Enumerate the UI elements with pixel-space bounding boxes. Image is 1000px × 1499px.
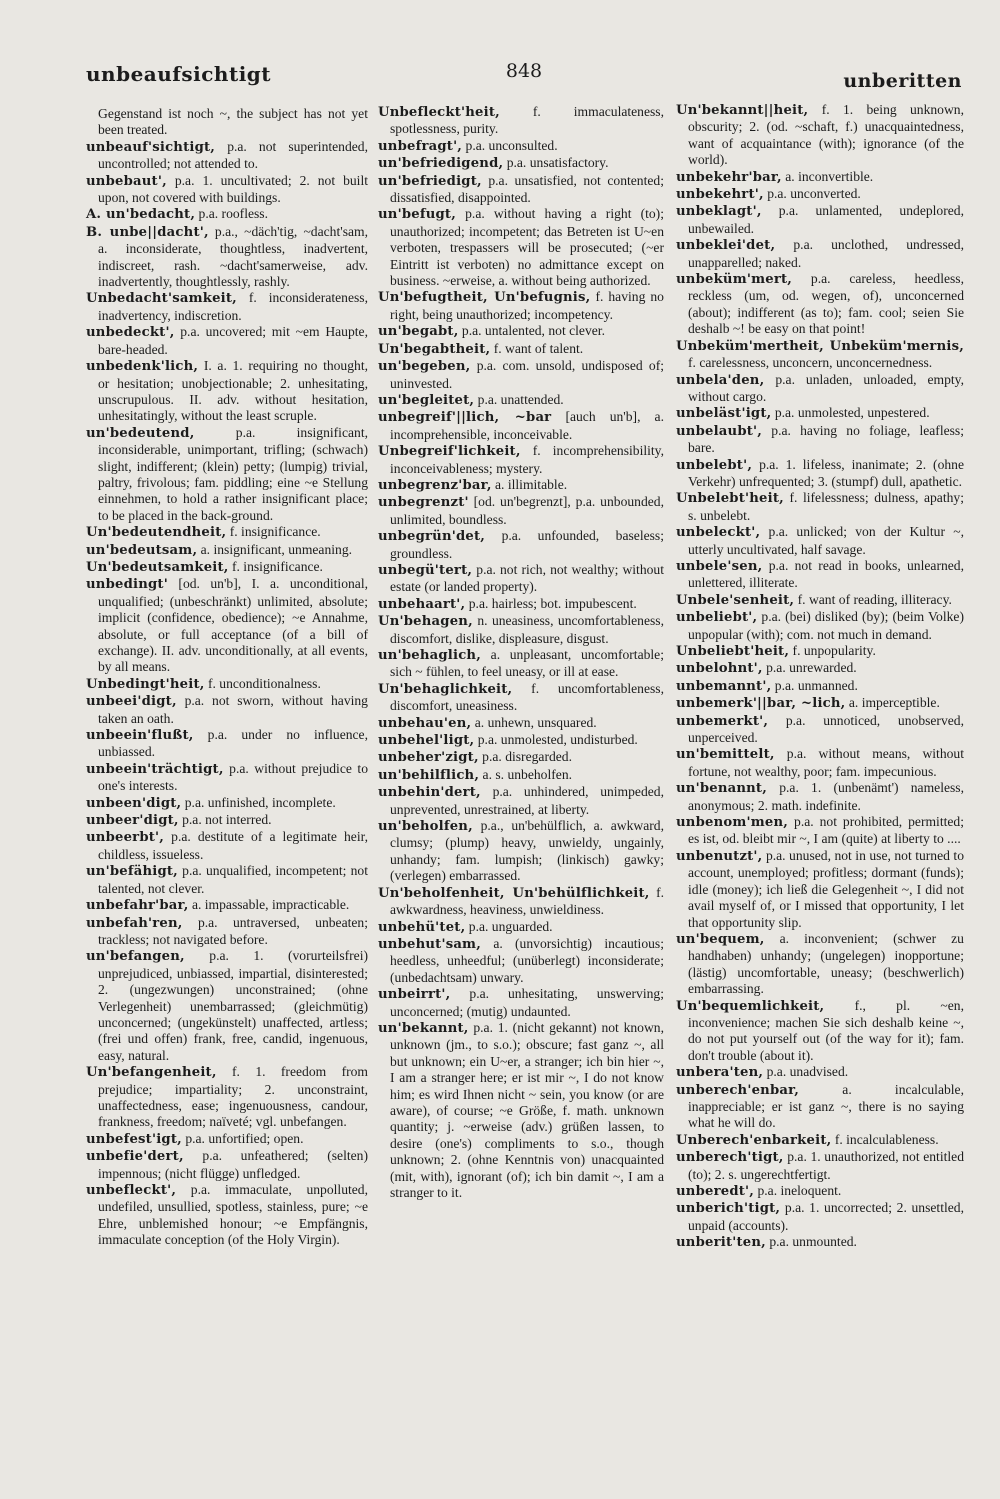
entry-definition: p.a. unnoticed, unobserved, unperceived. [688, 712, 964, 746]
entry-headword: un'befangen, [86, 949, 185, 965]
dictionary-entry [86, 224, 368, 291]
dictionary-entry [676, 780, 964, 814]
entry-definition: p.a. not interred. [182, 812, 272, 828]
dictionary-entry [378, 138, 664, 155]
entry-definition: a. insignificant, unmeaning. [200, 541, 353, 557]
dictionary-entry [378, 986, 664, 1020]
entry-headword: unbefie'dert, [86, 1149, 184, 1165]
entry-definition: p.a. ineloquent. [757, 1183, 842, 1198]
entry-headword: A. un'bedacht, [86, 207, 196, 223]
entry-headword: Un'behagen, [378, 614, 473, 630]
page-number: 848 [505, 60, 543, 82]
entry-headword: Unbegreif'lichkeit, [378, 444, 521, 460]
dictionary-entry [378, 289, 664, 323]
entry-definition: a. impassable, impracticable. [191, 897, 350, 913]
dictionary-entry [676, 338, 964, 372]
dictionary-entry [676, 237, 964, 271]
entry-definition: f. inconsiderateness, inadvertency, indiscretion. [98, 290, 368, 323]
entry-headword: unbefleckt', [86, 1183, 177, 1198]
entry-definition: p.a. insignificant, inconsiderable, unimportant, trifling; (schwach) slight, indifferent; (klein) petty; (lumpig) trivial, paltry, frivolous; fam. piddling; eine ~e Stellung einnehmen, to hold a rather insignificant place; to be placed in the back-ground. [98, 424, 368, 523]
dictionary-entry [378, 443, 664, 477]
entry-headword: unbele'sen, [676, 558, 763, 574]
entry-headword: un'bedeutsam, [86, 542, 198, 558]
dictionary-entry [86, 761, 368, 795]
entry-headword: Unbedingt'heit, [86, 676, 205, 692]
entry-headword: un'befugt, [378, 207, 456, 223]
dictionary-entry [378, 647, 664, 681]
entry-headword: unbefah'ren, [86, 915, 183, 931]
entry-headword: unbehin'dert, [378, 785, 481, 801]
dictionary-entry [378, 173, 664, 207]
dictionary-entry [676, 660, 964, 677]
entry-definition: p.a., ~däch'tig, ~dacht'sam, a. inconsiderate, thoughtless, inadvertent, indiscreet, rash. ~dacht'samerweise, adv. inadvertently, thoughtlessly, rashly. [98, 223, 368, 290]
entry-definition: p.a. unconsulted. [465, 137, 558, 153]
column-3 [676, 102, 964, 1252]
entry-headword: Un'behaglichkeit, [378, 681, 513, 697]
entry-headword: unbeher'zigt, [378, 750, 479, 766]
entry-headword: unbemerk'||bar, ~lich, [676, 696, 846, 712]
entry-definition: p.a. com. unsold, undisposed of; uninvested. [390, 358, 664, 391]
entry-definition: p.a. unqualified, incompetent; not talented, not clever. [98, 863, 368, 896]
dictionary-entry [86, 897, 368, 914]
entry-definition: p.a. unlamented, undeplored, unbewailed. [688, 203, 964, 236]
entry-definition: p.a. under no influence, unbiassed. [98, 727, 368, 760]
entry-definition: a. s. unbeholfen. [482, 766, 573, 782]
dictionary-entry [378, 936, 664, 986]
entry-headword: un'begleitet, [378, 392, 475, 408]
entry-headword: un'befähigt, [86, 864, 178, 880]
entry-definition: p.a. 1. uncultivated; 2. not built upon, not covered with buildings. [98, 172, 368, 206]
entry-definition: p.a. 1. uncorrected; 2. unsettled, unpaid (accounts). [688, 1200, 964, 1233]
dictionary-entry [378, 732, 664, 749]
entry-definition: f. unpopularity. [792, 643, 876, 658]
dictionary-entry [378, 104, 664, 138]
entry-definition: a. (unvorsichtig) incautious; heedless, unheedful; (unüberlegt) inconsiderate; (unbedachtsam) unwary. [390, 935, 664, 985]
entry-definition: p.a. untraversed, unbeaten; trackless; not navigated before. [98, 914, 368, 947]
dictionary-entry [86, 1131, 368, 1148]
dictionary-entry [378, 767, 664, 784]
entry-headword: unberit'ten, [676, 1235, 766, 1251]
left-guide-word: unbeaufsichtigt [86, 62, 272, 86]
entry-headword: unbeer'digt, [86, 813, 179, 829]
entry-headword: Unbeküm'mertheit, Unbeküm'mernis, [676, 338, 964, 354]
dictionary-entry [676, 592, 964, 609]
entry-headword: unbeein'flußt, [86, 728, 194, 744]
entry-headword: unbekehr'bar, [676, 169, 782, 185]
entry-headword: un'bequem, [676, 931, 765, 947]
entry-definition: f. uncomfortableness, discomfort, uneasiness. [390, 680, 664, 714]
entry-headword: unbeauf'sichtigt, [86, 139, 216, 155]
entry-definition: f. incomprehensibility, inconceivableness; mystery. [390, 443, 664, 476]
entry-headword: Unbelebt'heit, [676, 491, 784, 507]
entry-definition: p.a. untalented, not clever. [461, 323, 605, 339]
entry-headword: Un'bequemlichkeit, [676, 998, 825, 1014]
dictionary-entry [676, 169, 964, 186]
dictionary-entry [676, 746, 964, 780]
entry-definition: n. uneasiness, uncomfortableness, discomfort, dislike, displeasure, disgust. [390, 613, 664, 646]
entry-definition: p.a. 1. (vorurteilsfrei) unprejudiced, unbiassed, impartial, disinterested; 2. (ungezwungen) unconstrained; (ohne Verlegenheit) unembarrassed; (gleichmütig) unconcerned; (ungekünstelt) unaffected, artless; (frei und offen) frank, free, candid, ingenuous, easy, natural. [98, 948, 369, 1063]
entry-definition: p.a. roofless. [198, 206, 268, 222]
dictionary-entry [86, 542, 368, 559]
entry-headword: unbera'ten, [676, 1065, 764, 1081]
entry-definition: p.a. unused, not in use, not turned to account, unemployed; profitless; dormant (funds); idle (money); ich ließ die Gelegenheit ~, I did not avail myself of, or I missed that opportunity, I let that opportunity slip. [688, 847, 964, 930]
dictionary-entry [676, 490, 964, 524]
entry-headword: unbebaut', [86, 173, 167, 189]
entry-definition: f. lifelessness; dulness, apathy; s. unbelebt. [688, 490, 964, 523]
entry-definition: p.a., un'behülflich, a. awkward, clumsy; (plump) heavy, unwieldy, ungainly, unhandy; fam. lumpish; (linkisch) gawky; (verlegen) embarrassed. [390, 818, 664, 884]
entry-definition: p.a. unsatisfied, not contented; dissatisfied, disappointed. [390, 172, 664, 206]
entry-headword: unbeirrt', [378, 987, 451, 1003]
entry-headword: unbedingt' [86, 577, 168, 593]
entry-headword: un'begeben, [378, 359, 471, 375]
dictionary-entry [378, 494, 664, 528]
entry-definition: p.a. 1. (unbenämt') nameless, anonymous; 2. math. indefinite. [688, 780, 964, 813]
entry-headword: Unbedacht'samkeit, [86, 291, 237, 307]
entry-definition: f. 1. freedom from prejudice; impartiality; 2. unconstraint, unaffectedness, ease; ingenuousness, candour, frankness, freedom; naïveté; vgl. unbefangen. [98, 1064, 368, 1130]
entry-definition: a. incalculable, inappreciable; er ist ganz ~, there is no saying what he will do. [688, 1081, 964, 1131]
entry-headword: Unbeliebt'heit, [676, 644, 790, 659]
dictionary-entry [676, 713, 964, 747]
entry-headword: unbeläst'igt, [676, 406, 772, 422]
dictionary-entry [86, 693, 368, 727]
entry-definition: p.a. unlicked; von der Kultur ~, utterly uncultivated, half savage. [688, 524, 964, 557]
entry-headword: Un'beholfenheit, Un'behülflichkeit, [378, 885, 650, 901]
entry-headword: unbeklei'det, [676, 238, 776, 254]
entry-definition: f. 1. being unknown, obscurity; 2. (od. ~schaft, f.) unacquaintedness, want of acquaintance (with); ignorance (of the world). [688, 102, 964, 168]
dictionary-entry [676, 643, 964, 660]
dictionary-entry [86, 290, 368, 324]
entry-definition: f. incalculableness. [834, 1131, 939, 1147]
entry-definition: f. unconditionalness. [207, 675, 321, 691]
entry-headword: Un'bedeutendheit, [86, 525, 227, 541]
dictionary-entry [86, 425, 368, 524]
dictionary-entry [86, 139, 368, 173]
entry-definition: p.a. unmolested, unpestered. [774, 405, 930, 421]
entry-definition: p.a. unconverted. [767, 186, 861, 202]
entry-headword: unbefest'igt, [86, 1131, 182, 1147]
entry-definition: I. a. 1. requiring no thought, or hesitation; unobjectionable; 2. unhesitating, unscrupulous. II. adv. without hesitation, unhesitatingly, without the least scruple. [98, 358, 368, 424]
dictionary-entry [378, 477, 664, 494]
entry-headword: unbegü'tert, [378, 562, 473, 578]
entry-definition: p.a. not prohibited, permitted; es ist, od. bleibt mir ~, I am (quite) at liberty to .... [688, 814, 964, 847]
entry-headword: unbehaart', [378, 596, 466, 612]
dictionary-entry [676, 1064, 964, 1081]
column-1 [86, 106, 368, 1249]
entry-headword: unbehel'ligt, [378, 733, 475, 749]
dictionary-entry [378, 323, 664, 340]
entry-headword: unbekehrt', [676, 187, 764, 203]
entry-definition: p.a. unadvised. [766, 1064, 849, 1080]
entry-headword: un'bekannt, [378, 1020, 469, 1036]
dictionary-entry [676, 405, 964, 422]
entry-definition: p.a. unsatisfactory. [506, 155, 609, 171]
entry-definition: p.a. not read in books, unlearned, unlettered, illiterate. [688, 557, 964, 591]
dictionary-entry [86, 1148, 368, 1182]
entry-definition: p.a. careless, heedless, reckless (um, od. wegen, of), unconcerned (about); indifferent (as to); fam. cool; seien Sie deshalb ~! be easy on that point! [688, 271, 964, 337]
entry-headword: unbefahr'bar, [86, 898, 189, 914]
dictionary-entry [378, 818, 664, 885]
dictionary-entry [378, 681, 664, 715]
dictionary-entry [378, 613, 664, 647]
dictionary-entry [86, 173, 368, 207]
dictionary-entry [676, 457, 964, 491]
dictionary-entry [676, 998, 964, 1065]
dictionary-entry [676, 1234, 964, 1251]
entry-headword: unbeen'digt, [86, 795, 182, 811]
dictionary-entry [378, 358, 664, 392]
entry-headword: unberich'tigt, [676, 1201, 781, 1217]
entry-definition: p.a. unrewarded. [766, 660, 857, 676]
dictionary-entry [86, 358, 368, 425]
entry-definition: f. immaculateness, spotlessness, purity. [390, 104, 664, 137]
entry-headword: unbelebt', [676, 457, 753, 473]
entry-definition: f. want of talent. [493, 340, 584, 356]
entry-definition: Gegenstand ist noch ~, the subject has not yet been treated. [98, 106, 368, 138]
dictionary-entry [378, 749, 664, 766]
entry-headword: unbeein'trächtigt, [86, 761, 224, 777]
entry-headword: unbeerbt', [86, 830, 165, 846]
entry-headword: unbeklagt', [676, 204, 762, 220]
entry-definition: f. want of reading, illiteracy. [797, 591, 952, 607]
entry-headword: unbefragt', [378, 138, 463, 154]
entry-headword: Un'bedeutsamkeit, [86, 559, 229, 575]
entry-headword: unbenutzt', [676, 848, 763, 864]
dictionary-entry [86, 559, 368, 576]
entry-definition: p.a. unmounted. [769, 1234, 857, 1250]
entry-headword: unbehü'tet, [378, 919, 466, 935]
entry-definition: p.a. having no foliage, leafless; bare. [688, 422, 964, 456]
dictionary-entry [378, 341, 664, 358]
entry-definition: p.a. (bei) disliked (by); (beim Volke) unpopular (with); com. not much in demand. [688, 609, 964, 642]
entry-headword: unbedenk'lich, [86, 359, 199, 375]
entry-definition: p.a. unguarded. [468, 918, 553, 934]
entry-definition: f. having no right, being unauthorized; incompetency. [390, 289, 664, 322]
dictionary-entry [676, 423, 964, 457]
dictionary-entry [676, 1082, 964, 1132]
entry-definition: p.a. not rich, not wealthy; without estate (or landed property). [390, 561, 664, 595]
entry-headword: unbemannt', [676, 678, 772, 694]
right-guide-word: unberitten [843, 70, 962, 92]
entry-headword: unbeleckt', [676, 525, 761, 541]
entry-headword: unbeliebt', [676, 610, 758, 626]
entry-headword: unbela'den, [676, 372, 765, 388]
entry-definition: f., pl. ~en, inconvenience; machen Sie sich deshalb keine ~, do not put yourself out (of the way for it); fam. don't trouble (about it). [688, 997, 964, 1063]
entry-definition: p.a. without having a right (to); unauthorized; incompetent; das Betreten ist U~en verboten, trespassers will be prosecuted; (~er Eintritt ist verboten) no admittance except on business. ~erweise, a. without being authorized. [390, 206, 664, 289]
dictionary-entry [378, 392, 664, 409]
entry-headword: unbegrenz'bar, [378, 477, 492, 493]
dictionary-entry [676, 1183, 964, 1200]
entry-headword: un'behilflich, [378, 767, 480, 783]
dictionary-entry [676, 102, 964, 169]
entry-definition: p.a. disregarded. [482, 749, 573, 765]
dictionary-entry [86, 206, 368, 223]
dictionary-entry [676, 1149, 964, 1183]
entry-headword: Unbele'senheit, [676, 592, 795, 608]
dictionary-entry [676, 203, 964, 237]
dictionary-entry [378, 562, 664, 596]
dictionary-entry [86, 829, 368, 863]
entry-definition: f. insignificance. [231, 558, 323, 574]
dictionary-entry [86, 863, 368, 897]
entry-headword: Un'begabtheit, [378, 341, 491, 357]
dictionary-entry [378, 715, 664, 732]
entry-headword: unberech'enbar, [676, 1082, 800, 1098]
entry-definition: [od. un'begrenzt], p.a. unbounded, unlimited, boundless. [390, 494, 664, 527]
dictionary-entry [676, 1132, 964, 1149]
entry-definition: p.a. destitute of a legitimate heir, childless, issueless. [98, 829, 368, 862]
dictionary-entry [378, 155, 664, 172]
entry-headword: un'befriedigend, [378, 156, 504, 172]
entry-headword: unbegrenzt' [378, 495, 469, 511]
entry-definition: p.a. 1. unauthorized, not entitled (to); 2. s. ungerechtfertigt. [688, 1149, 964, 1182]
dictionary-entry [86, 1064, 368, 1131]
dictionary-entry [86, 727, 368, 761]
entry-definition: p.a. unfeathered; (selten) impennous; (nicht flügge) unfledged. [98, 1148, 368, 1181]
entry-headword: unberech'tigt, [676, 1150, 784, 1166]
entry-definition: f. awkwardness, heaviness, unwieldiness. [390, 884, 664, 918]
entry-headword: unberedt', [676, 1184, 755, 1199]
dictionary-entry [676, 678, 964, 695]
dictionary-entry [676, 695, 964, 712]
entry-definition: a. imperceptible. [848, 695, 940, 711]
dictionary-entry [86, 1182, 368, 1249]
dictionary-entry [676, 186, 964, 203]
dictionary-entry [86, 812, 368, 829]
entry-headword: unbenom'men, [676, 815, 789, 831]
dictionary-entry [86, 915, 368, 949]
entry-headword: unbedeckt', [86, 325, 175, 341]
entry-definition: p.a. unattended. [477, 391, 564, 407]
entry-headword: unbelaubt', [676, 423, 763, 439]
entry-headword: unbeküm'mert, [676, 272, 793, 288]
entry-definition: [auch un'b], a. incomprehensible, inconceivable. [390, 409, 664, 442]
entry-headword: unbelohnt', [676, 661, 763, 677]
entry-headword: un'begabt, [378, 324, 459, 340]
dictionary-entry [378, 206, 664, 289]
dictionary-entry [86, 324, 368, 358]
dictionary-entry [86, 795, 368, 812]
entry-headword: unbegreif'||lich, ~bar [378, 410, 552, 426]
entry-headword: unbehut'sam, [378, 936, 482, 952]
entry-definition: p.a. 1. lifeless, inanimate; 2. (ohne Verkehr) unfrequented; 3. (stumpf) dull, apathetic. [688, 456, 964, 489]
dictionary-entry [378, 409, 664, 443]
dictionary-entry [378, 784, 664, 818]
entry-definition: p.a. without prejudice to one's interests. [98, 760, 368, 794]
entry-definition: p.a. without means, without fortune, not wealthy, poor; fam. impecunious. [688, 746, 964, 779]
entry-definition: a. inconvertible. [785, 168, 874, 184]
dictionary-entry [676, 931, 964, 998]
entry-headword: Un'befangenheit, [86, 1065, 217, 1081]
entry-definition: p.a. not superintended, uncontrolled; not attended to. [98, 138, 368, 172]
entry-definition: p.a. hairless; bot. impubescent. [468, 595, 637, 611]
entry-definition: a. inconvenient; (schwer zu handhaben) unhandy; (ungelegen) inopportune; (lästig) uncomfortable, uneasy; (beschwerlich) embarrassing. [688, 930, 964, 997]
dictionary-entry [676, 558, 964, 592]
dictionary-entry [676, 372, 964, 406]
entry-definition: a. unhewn, unsquared. [474, 714, 597, 730]
entry-headword: un'bedeutend, [86, 425, 195, 441]
entry-definition: f. carelessness, unconcern, unconcernedness. [688, 355, 933, 371]
entry-definition: p.a. immaculate, unpolluted, undefiled, unsullied, spotless, stainless, pure; ~e Ehre, unblemished honour; ~e Empfängnis, immaculate conception (of the Holy Virgin). [98, 1182, 368, 1248]
entry-definition: p.a. uncovered; mit ~em Haupte, bare-headed. [98, 324, 368, 357]
entry-headword: un'benannt, [676, 781, 768, 797]
dictionary-entry [378, 919, 664, 936]
entry-definition: p.a. unhesitating, unswerving; unconcerned; (mutig) undaunted. [390, 986, 664, 1019]
entry-definition: f. insignificance. [229, 524, 321, 540]
entry-definition: p.a. unladen, unloaded, empty, without cargo. [688, 371, 964, 404]
dictionary-entry [676, 609, 964, 643]
dictionary-entry [86, 948, 368, 1064]
column-2 [378, 104, 664, 1201]
entry-definition: p.a. unclothed, undressed, unapparelled; naked. [688, 237, 964, 270]
entry-headword: un'behaglich, [378, 648, 482, 663]
entry-headword: un'befriedigt, [378, 173, 482, 189]
dictionary-entry [378, 528, 664, 562]
entry-definition: [od. un'b], I. a. unconditional, unqualified; (unbeschränkt) unlimited, absolute; implicit (confidence, obedience); ~e Annahme, absolute, or full acceptance (of a bill of exchange). II. adv. unconditionally, at all events, by all means. [98, 576, 368, 675]
dictionary-entry [676, 848, 964, 931]
entry-definition: a. unpleasant, uncomfortable; sich ~ fühlen, to feel uneasy, or ill at ease. [390, 647, 664, 680]
dictionary-entry [676, 271, 964, 338]
dictionary-entry [86, 576, 368, 675]
entry-definition: p.a. 1. (nicht gekannt) not known, unknown (jm., to s.o.); obscure; fast ganz ~, all but unknown; ein U~er, a stranger; ich bin hier ~, I am a stranger here; er ist mir ~, I do not know him; es wird Ihnen nicht ~ sein, you know (or are aware), of course; ~e Größe, f. math. unknown quantity; j. ~erweise (adv.) grüßen lassen, to desire (one's) compliments to s.o., though unknown; 2. (ohne Kenntnis von) unacquainted (mit, with), ignorant (of); ich bin damit ~, I am a stranger to it. [390, 1019, 664, 1200]
entry-definition: a. illimitable. [495, 476, 568, 492]
entry-headword: Un'befugtheit, Un'befugnis, [378, 290, 591, 306]
dictionary-entry [86, 106, 368, 139]
entry-definition: p.a. unfounded, baseless; groundless. [390, 528, 664, 561]
dictionary-entry [676, 1200, 964, 1234]
dictionary-entry [378, 885, 664, 919]
entry-headword: Un'bekannt||heit, [676, 103, 809, 118]
dictionary-entry [378, 1020, 664, 1201]
entry-definition: p.a. not sworn, without having taken an oath. [98, 693, 368, 726]
entry-headword: unbehau'en, [378, 715, 472, 731]
dictionary-entry [378, 596, 664, 613]
page-header [86, 56, 962, 92]
entry-definition: p.a. unfortified; open. [185, 1130, 304, 1146]
dictionary-entry [676, 524, 964, 558]
entry-definition: p.a. unmanned. [774, 677, 858, 693]
entry-definition: p.a. unfinished, incomplete. [184, 794, 336, 810]
entry-headword: unbeei'digt, [86, 694, 177, 710]
entry-headword: Unbefleckt'heit, [378, 105, 500, 120]
entry-headword: Unberech'enbarkeit, [676, 1132, 832, 1148]
dictionary-entry [86, 676, 368, 693]
entry-headword: unbemerkt', [676, 713, 769, 729]
entry-headword: unbegrün'det, [378, 529, 486, 545]
entry-headword: un'beholfen, [378, 819, 473, 835]
dictionary-entry [86, 524, 368, 541]
entry-headword: un'bemittelt, [676, 747, 775, 763]
entry-definition: p.a. unhindered, unimpeded, unprevented, unrestrained, at liberty. [390, 784, 664, 817]
entry-definition: p.a. unmolested, undisturbed. [477, 732, 638, 748]
entry-headword: B. unbe||dacht', [86, 224, 209, 240]
dictionary-entry [676, 814, 964, 848]
